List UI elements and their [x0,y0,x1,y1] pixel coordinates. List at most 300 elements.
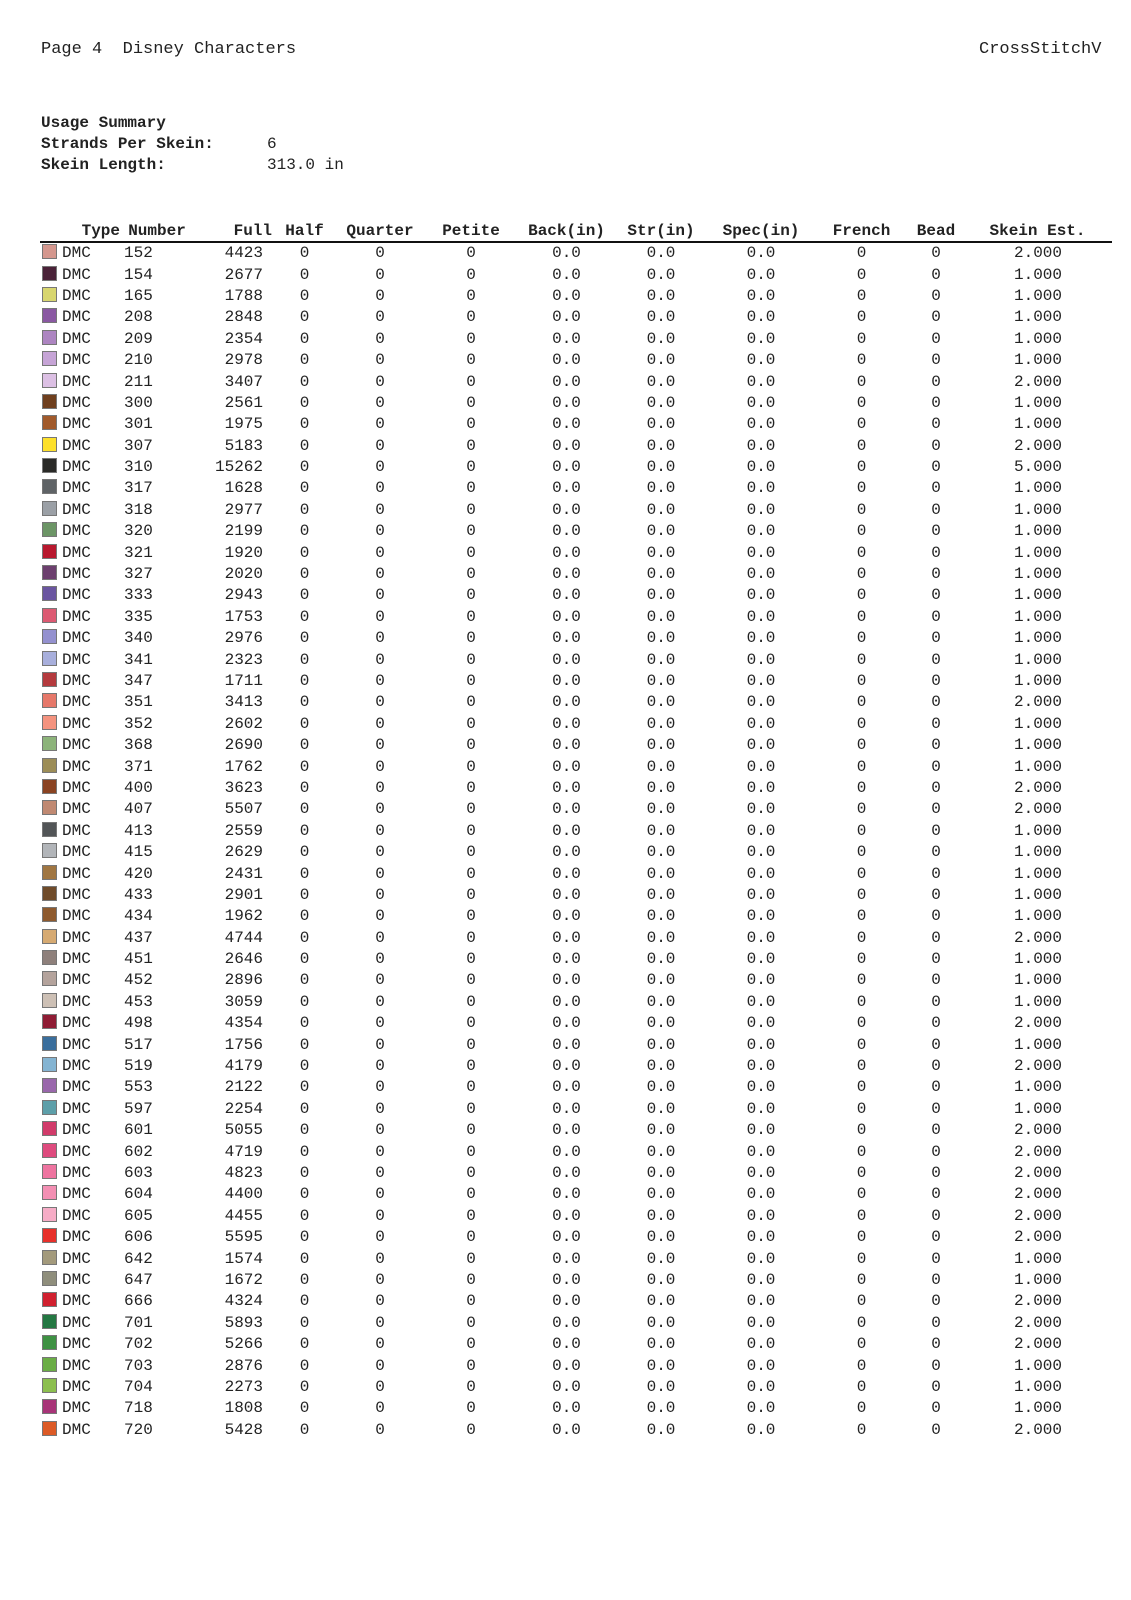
cell-str: 0.0 [646,800,676,819]
cell-full: 4354 [224,1014,263,1033]
cell-back: 0.0 [552,458,581,477]
cell-full: 4400 [224,1185,263,1204]
cell-str: 0.0 [646,393,676,412]
table-header-row [40,219,1112,242]
color-swatch [42,522,57,537]
cell-french: 0 [856,1078,867,1097]
cell-spec: 0.0 [746,1099,776,1118]
type-label: DMC [62,372,91,391]
col-header-str: Str(in) [614,219,708,242]
cell-type [40,521,120,542]
cell-quarter: 0 [375,1377,385,1396]
cell-quarter: 0 [375,1399,385,1418]
type-label: DMC [62,1163,91,1182]
type-label: DMC [62,522,91,541]
cell-quarter: 0 [375,1142,385,1161]
cell-petite: 0 [466,650,476,669]
color-swatch [42,1228,57,1243]
cell-quarter: 0 [375,479,385,498]
type-label: DMC [62,1228,91,1247]
cell-french: 0 [856,565,867,584]
cell-half: 0 [299,864,310,883]
type-label: DMC [62,736,91,755]
cell-back: 0.0 [552,329,581,348]
type-label: DMC [62,843,91,862]
cell-quarter: 0 [375,992,385,1011]
cell-number: 407 [124,800,153,819]
cell-back: 0.0 [552,885,581,904]
table-row [40,329,1112,350]
color-swatch [42,629,57,644]
cell-type [40,307,120,328]
cell-quarter: 0 [375,1313,385,1332]
cell-french: 0 [856,778,867,797]
cell-back: 0.0 [552,351,581,370]
cell-quarter: 0 [375,329,385,348]
cell-type [40,1227,120,1248]
table-row [40,1377,1112,1398]
color-swatch [42,1357,57,1372]
cell-skein-est: 2.000 [1013,1228,1062,1247]
cell-petite: 0 [466,1206,476,1225]
cell-skein-est: 1.000 [1013,971,1062,990]
cell-bead: 0 [931,500,941,519]
cell-number: 517 [124,1035,153,1054]
cell-half: 0 [299,1249,310,1268]
cell-skein-est: 1.000 [1013,393,1062,412]
col-header-spec: Spec(in) [708,219,814,242]
col-header-bead: Bead [909,219,963,242]
cell-full: 2943 [224,586,263,605]
cell-spec: 0.0 [746,1399,776,1418]
cell-type [40,1099,120,1120]
cell-back: 0.0 [552,778,581,797]
cell-quarter: 0 [375,351,385,370]
cell-full: 2273 [224,1377,263,1396]
cell-type [40,436,120,457]
table-row [40,714,1112,735]
cell-french: 0 [856,607,867,626]
type-label: DMC [62,1270,91,1289]
cell-spec: 0.0 [746,351,776,370]
cell-type [40,735,120,756]
cell-str: 0.0 [646,415,676,434]
cell-back: 0.0 [552,265,581,284]
cell-type [40,329,120,350]
table-row [40,307,1112,328]
cell-number: 152 [124,244,153,263]
cell-bead: 0 [931,843,941,862]
cell-french: 0 [856,736,867,755]
cell-french: 0 [856,672,867,690]
cell-full: 2559 [224,821,263,840]
cell-half: 0 [299,607,310,626]
cell-french: 0 [856,522,867,541]
cell-petite: 0 [466,1399,476,1418]
cell-spec: 0.0 [746,500,776,519]
cell-petite: 0 [466,1270,476,1289]
cell-half: 0 [299,1057,310,1076]
cell-str: 0.0 [646,329,676,348]
cell-spec: 0.0 [746,1057,776,1076]
cell-skein-est: 1.000 [1013,843,1062,862]
cell-petite: 0 [466,500,476,519]
table-row [40,863,1112,884]
cell-skein-est: 1.000 [1013,885,1062,904]
cell-type [40,970,120,991]
cell-number: 310 [124,458,153,477]
cell-number: 413 [124,821,153,840]
cell-str: 0.0 [646,1228,676,1247]
cell-spec: 0.0 [746,1249,776,1268]
cell-str: 0.0 [646,351,676,370]
cell-full: 4324 [224,1292,263,1311]
type-label: DMC [62,693,91,712]
cell-quarter: 0 [375,843,385,862]
cell-spec: 0.0 [746,672,776,690]
table-row [40,1291,1112,1312]
cell-str: 0.0 [646,693,676,712]
cell-quarter: 0 [375,629,385,648]
cell-half: 0 [299,393,310,412]
table-row [40,1141,1112,1162]
cell-full: 3623 [224,778,263,797]
cell-number: 701 [124,1313,153,1332]
cell-skein-est: 1.000 [1013,629,1062,648]
cell-spec: 0.0 [746,950,776,969]
table-row [40,478,1112,499]
cell-french: 0 [856,1099,867,1118]
color-swatch [42,308,57,323]
cell-back: 0.0 [552,757,581,776]
cell-half: 0 [299,1377,310,1396]
table-row [40,457,1112,478]
type-label: DMC [62,265,91,284]
cell-back: 0.0 [552,843,581,862]
cell-type [40,1398,120,1419]
cell-petite: 0 [466,1121,476,1140]
cell-type [40,1334,120,1355]
cell-bead: 0 [931,1206,941,1225]
cell-type [40,350,120,371]
cell-full: 2646 [224,950,263,969]
cell-str: 0.0 [646,736,676,755]
cell-bead: 0 [931,1057,941,1076]
cell-quarter: 0 [375,778,385,797]
cell-type [40,457,120,478]
cell-half: 0 [299,351,310,370]
cell-type [40,1291,120,1312]
table-row [40,1034,1112,1055]
cell-half: 0 [299,479,310,498]
cell-type [40,1377,120,1398]
table-row [40,350,1112,371]
cell-petite: 0 [466,522,476,541]
cell-bead: 0 [931,1142,941,1161]
cell-bead: 0 [931,757,941,776]
cell-number: 452 [124,971,153,990]
cell-type [40,863,120,884]
cell-quarter: 0 [375,950,385,969]
cell-spec: 0.0 [746,1292,776,1311]
cell-quarter: 0 [375,800,385,819]
cell-half: 0 [299,586,310,605]
cell-spec: 0.0 [746,1420,776,1439]
cell-bead: 0 [931,415,941,434]
cell-full: 1808 [224,1399,263,1418]
type-label: DMC [62,308,91,327]
cell-bead: 0 [931,821,941,840]
page-number: Page 4 [41,40,103,59]
col-header-number: Number [120,219,194,242]
cell-skein-est: 1.000 [1013,821,1062,840]
cell-full: 1574 [224,1249,263,1268]
table-row [40,649,1112,670]
color-swatch [42,907,57,922]
cell-french: 0 [856,907,867,926]
cell-full: 2690 [224,736,263,755]
cell-half: 0 [299,1270,310,1289]
cell-spec: 0.0 [746,629,776,648]
cell-back: 0.0 [552,308,581,327]
cell-quarter: 0 [375,1356,385,1375]
cell-french: 0 [856,1163,867,1182]
cell-number: 642 [124,1249,153,1268]
cell-back: 0.0 [552,1356,581,1375]
cell-number: 415 [124,843,153,862]
type-label: DMC [62,1206,91,1225]
cell-quarter: 0 [375,458,385,477]
cell-type [40,992,120,1013]
table-row [40,1099,1112,1120]
col-header-french: French [814,219,909,242]
cell-petite: 0 [466,821,476,840]
cell-skein-est: 2.000 [1013,1142,1062,1161]
cell-number: 318 [124,500,153,519]
cell-half: 0 [299,372,310,391]
cell-number: 301 [124,415,153,434]
cell-bead: 0 [931,1078,941,1097]
cell-back: 0.0 [552,1399,581,1418]
cell-skein-est: 2.000 [1013,1121,1062,1140]
color-swatch [42,929,57,944]
color-swatch [42,800,57,815]
cell-half: 0 [299,458,310,477]
cell-half: 0 [299,843,310,862]
cell-type [40,1077,120,1098]
cell-type [40,242,120,264]
cell-number: 327 [124,565,153,584]
cell-bead: 0 [931,1035,941,1054]
type-label: DMC [62,1420,91,1439]
cell-str: 0.0 [646,522,676,541]
cell-quarter: 0 [375,1099,385,1118]
cell-petite: 0 [466,1356,476,1375]
cell-spec: 0.0 [746,244,776,263]
cell-full: 2978 [224,351,263,370]
cell-full: 4179 [224,1057,263,1076]
cell-back: 0.0 [552,1313,581,1332]
color-swatch [42,479,57,494]
type-label: DMC [62,543,91,562]
table-row [40,607,1112,628]
cell-type [40,842,120,863]
page-header [41,40,296,59]
cell-type [40,1313,120,1334]
cell-number: 340 [124,629,153,648]
table-row [40,842,1112,863]
cell-back: 0.0 [552,736,581,755]
cell-half: 0 [299,629,310,648]
cell-str: 0.0 [646,778,676,797]
cell-bead: 0 [931,1014,941,1033]
cell-type [40,1184,120,1205]
cell-full: 5183 [224,436,263,455]
cell-back: 0.0 [552,1163,581,1182]
cell-type [40,286,120,307]
cell-str: 0.0 [646,714,676,733]
cell-str: 0.0 [646,458,676,477]
table-row [40,1163,1112,1184]
cell-back: 0.0 [552,415,581,434]
cell-half: 0 [299,565,310,584]
cell-petite: 0 [466,928,476,947]
cell-str: 0.0 [646,543,676,562]
cell-str: 0.0 [646,821,676,840]
cell-full: 3407 [224,372,263,391]
cell-back: 0.0 [552,436,581,455]
cell-petite: 0 [466,1335,476,1354]
cell-str: 0.0 [646,1121,676,1140]
cell-half: 0 [299,992,310,1011]
cell-petite: 0 [466,1292,476,1311]
color-swatch [42,865,57,880]
cell-french: 0 [856,1206,867,1225]
cell-french: 0 [856,1014,867,1033]
skein-length-value: 313.0 in [267,156,344,174]
cell-skein-est: 1.000 [1013,522,1062,541]
color-swatch [42,758,57,773]
type-label: DMC [62,1014,91,1033]
cell-half: 0 [299,244,310,263]
color-swatch [42,1399,57,1414]
cell-number: 300 [124,393,153,412]
cell-quarter: 0 [375,1035,385,1054]
cell-french: 0 [856,479,867,498]
cell-spec: 0.0 [746,821,776,840]
cell-skein-est: 1.000 [1013,543,1062,562]
cell-back: 0.0 [552,1014,581,1033]
cell-type [40,264,120,285]
cell-skein-est: 2.000 [1013,800,1062,819]
cell-half: 0 [299,308,310,327]
color-swatch [42,1057,57,1072]
cell-full: 4744 [224,928,263,947]
cell-bead: 0 [931,1420,941,1439]
cell-back: 0.0 [552,393,581,412]
cell-skein-est: 1.000 [1013,672,1062,690]
cell-spec: 0.0 [746,1270,776,1289]
cell-full: 1672 [224,1270,263,1289]
cell-number: 453 [124,992,153,1011]
cell-half: 0 [299,1014,310,1033]
cell-half: 0 [299,265,310,284]
table-row [40,692,1112,713]
cell-full: 4719 [224,1142,263,1161]
cell-number: 433 [124,885,153,904]
cell-str: 0.0 [646,1035,676,1054]
cell-bead: 0 [931,1099,941,1118]
cell-str: 0.0 [646,479,676,498]
cell-french: 0 [856,543,867,562]
cell-number: 154 [124,265,153,284]
cell-half: 0 [299,1313,310,1332]
cell-type [40,1355,120,1376]
cell-str: 0.0 [646,1057,676,1076]
cell-type [40,542,120,563]
table-row [40,1334,1112,1355]
cell-half: 0 [299,907,310,926]
cell-full: 2254 [224,1099,263,1118]
cell-quarter: 0 [375,672,385,690]
table-row [40,671,1112,692]
cell-back: 0.0 [552,1121,581,1140]
cell-spec: 0.0 [746,286,776,305]
cell-spec: 0.0 [746,458,776,477]
cell-french: 0 [856,1057,867,1076]
cell-bead: 0 [931,458,941,477]
cell-half: 0 [299,1121,310,1140]
type-label: DMC [62,757,91,776]
cell-half: 0 [299,928,310,947]
cell-skein-est: 1.000 [1013,864,1062,883]
type-label: DMC [62,800,91,819]
cell-str: 0.0 [646,864,676,883]
cell-back: 0.0 [552,928,581,947]
cell-str: 0.0 [646,1142,676,1161]
cell-spec: 0.0 [746,1121,776,1140]
cell-half: 0 [299,1356,310,1375]
cell-quarter: 0 [375,714,385,733]
cell-skein-est: 1.000 [1013,736,1062,755]
cell-number: 666 [124,1292,153,1311]
cell-type [40,371,120,392]
cell-bead: 0 [931,543,941,562]
cell-back: 0.0 [552,714,581,733]
cell-full: 1628 [224,479,263,498]
color-swatch [42,1335,57,1350]
cell-number: 720 [124,1420,153,1439]
color-swatch [42,1378,57,1393]
cell-type [40,1013,120,1034]
cell-quarter: 0 [375,1270,385,1289]
cell-skein-est: 2.000 [1013,1057,1062,1076]
cell-skein-est: 1.000 [1013,1078,1062,1097]
cell-full: 1762 [224,757,263,776]
cell-french: 0 [856,1228,867,1247]
cell-half: 0 [299,500,310,519]
cell-str: 0.0 [646,650,676,669]
cell-back: 0.0 [552,1377,581,1396]
cell-petite: 0 [466,864,476,883]
cell-str: 0.0 [646,1292,676,1311]
cell-type [40,906,120,927]
cell-half: 0 [299,1206,310,1225]
cell-number: 420 [124,864,153,883]
cell-half: 0 [299,971,310,990]
cell-bead: 0 [931,950,941,969]
cell-full: 2354 [224,329,263,348]
